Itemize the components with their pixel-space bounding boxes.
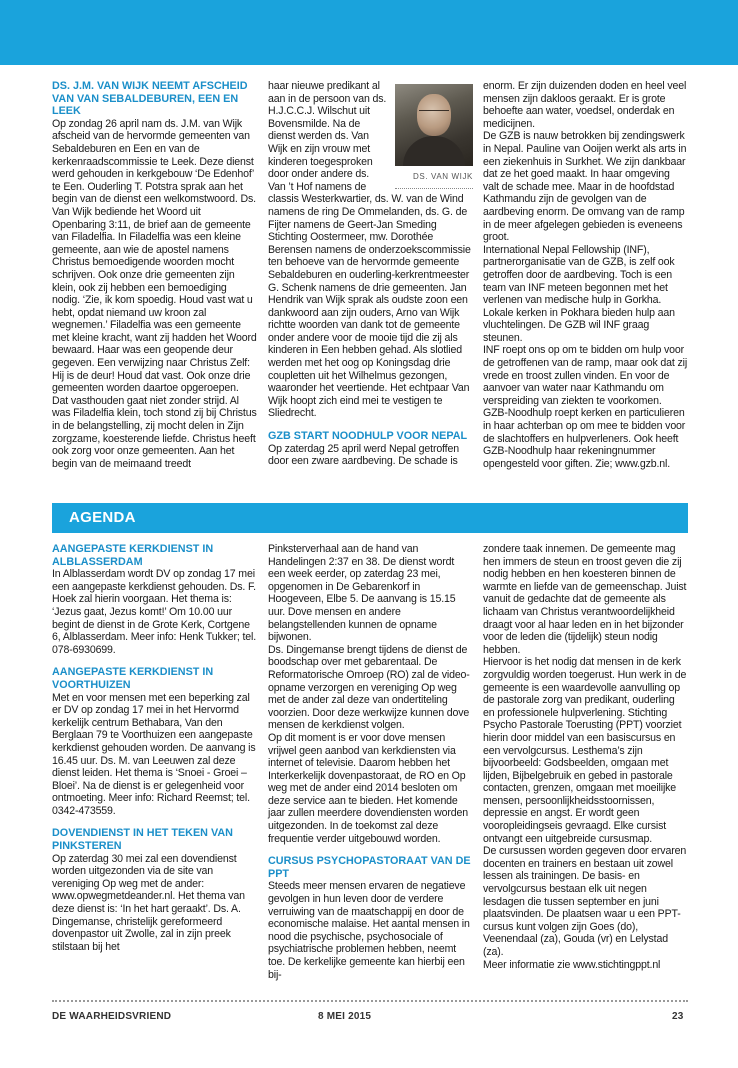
header-bar: [0, 0, 738, 65]
spacer: [52, 656, 257, 666]
agenda-item-text: Meer informatie zie www.stichtingppt.nl: [483, 958, 661, 971]
article-text: INF roept ons op om te bidden om hulp voor de getroffenen van de ramp, maar ook dat zij vrede en troost zullen vinden. En voor de aanvoer van water naar Kathmandu om verspreiding van ziekten te voorkomen. GZB-Noodhulp roept kerken en particulieren in haar achterban op om mee te bidden voor de slachtoffers en hulpverleners. Ook heeft GZB-Noodhulp haar rekeningnummer opengesteld voor giften. Zie; www.gzb.nl.: [483, 344, 688, 470]
agenda-column-2: [268, 543, 473, 981]
column-2: [268, 80, 473, 468]
spacer: [268, 420, 473, 430]
article-text: De GZB is nauw betrokken bij zendingswerk in Nepal. Pauline van Ooijen werkt als arts in een ziekenhuis in Surkhet. We zijn dankbaar dat ze het goed maakt. In haar omgeving valt de schade mee. Maar in de hoofdstad Kathmandu zijn de gevolgen van de aardbeving enorm. De omvang van de ramp in de meer afgelegen gebieden is eveneens groot.: [483, 130, 687, 244]
agenda-item-text: Pinksterverhaal aan de hand van Handelingen 2:37 en 38. De dienst wordt een week eerder, op zaterdag 23 mei, opgenomen in De Gebarenkorf in Hoogeveen, Elbe 5. De aanvang is 15.15 uur. Dove mensen en andere belangstellenden kunnen de opname bijwonen.: [268, 543, 456, 644]
agenda-item-text: In Alblasserdam wordt DV op zondag 17 mei een aangepaste kerkdienst gehouden. Ds. F. Hoek zal hierin voorgaan. Het thema is: ‘Jezus gaat, Jezus komt!’ Om 10.00 uur begint de dienst in de Grote Kerk, Cortgene 6, Alblasserdam. Meer info: Henk Tukker; tel. 078-6930699.: [52, 568, 257, 656]
article-title-van-wijk: DS. J.M. VAN WIJK NEEMT AFSCHEID VAN VAN SEBALDEBUREN, EEN EN LEEK: [52, 80, 248, 118]
spacer: [268, 845, 473, 855]
agenda-banner: [52, 503, 688, 533]
article-title-nepal: GZB START NOODHULP VOOR NEPAL: [268, 430, 468, 443]
agenda-item-text: Hiervoor is het nodig dat mensen in de kerk zorgvuldig worden toegerust. Hun werk in de gemeente is een waardevolle aanvulling op de pastorale zorg van predikant, ouderling en professionele hulpverlening. Stichting Psycho Pastorale Toerusting (PPT) voorziet hierin door middel van een basiscursus en een vervolgcursus. Lesthema’s zijn bijvoorbeeld: Godsbeelden, omgaan met lijden, Bijbelgebruik en gebed in pastorale contacten, grenzen, omgaan met moeilijke mensen, persoonlijkheidsstoornissen, depressie en angst. Er wordt geen vooropleidingseis gevraagd. Elke cursist ontvangt een uitgebreide cursusmap.: [483, 656, 687, 845]
spacer: [52, 817, 257, 827]
agenda-item-text: De cursussen worden gegeven door ervaren docenten en trainers en bestaan uit zowel lessen als trainingen. De basis- en vervolgcursus bestaan elk uit negen lesdagen die tussen september en juni plaatsvinden. De plaatsen waar u een PPT-cursus kunt volgen zijn Goes (do), Veenendaal (za), Gouda (vr) en Lelystad (za).: [483, 845, 687, 958]
agenda-item-title: AANGEPASTE KERKDIENST IN VOORTHUIZEN: [52, 666, 214, 691]
agenda-heading: AGENDA: [69, 509, 136, 526]
article-text: Op zondag 26 april nam ds. J.M. van Wijk afscheid van de hervormde gemeenten van Sebaldeburen en Een en van de kerkenraadscommissie te Leek. Deze dienst werd gehouden in kerkgebouw ‘De Edenhof’ te Een. Ouderling T. Potstra sprak aan het begin van de dienst een welkomstwoord. Ds. Van Wijk bediende het Woord uit Openbaring 3:11, de brief aan de gemeente van Filadelfia. In Filadelfia was een kleine gemeente, aan wie de apostel namens Christus bemoedigende woorden mocht schrijven. Ook onze drie gemeenten zijn klein, ook zij hebben een bemoediging nodig. ‘Zie, ik kom spoedig. Houd vast wat u hebt, opdat niemand uw kroon zal wegnemen.’ Filadelfia was een gemeente met kleine kracht, want zij hadden het Woord bewaard. Haar was een geopende deur gegeven. Een verwijzing naar Christus Zelf: Hij is de deur! Houd dat vast. Ook onze drie gemeenten worden daartoe opgeroepen. Dat vasthouden gaat niet zonder strijd. Al was Filadelfia klein, toch stond zij bij Christus in de belangstelling, zij mocht delen in Zijn zorgzame, koesterende liefde. Christus heeft ook zorg voor onze gemeenten. Aan het begin van de meimaand treedt: [52, 117, 257, 470]
photo-glasses-shape: [419, 110, 449, 117]
article-text: enorm. Er zijn duizenden doden en heel veel mensen zijn dakloos geraakt. Er is grote behoefte aan water, voedsel, onderdak en medicijnen.: [483, 80, 687, 130]
portrait-photo: [395, 84, 473, 166]
column-1: [52, 80, 257, 470]
article-text: International Nepal Fellowship (INF), partnerorganisatie van de GZB, is zelf ook getroffen door de aardbeving. Toch is een team van INF meteen begonnen met het verlenen van medische hulp in Gorkha. Lokale kerken in Pokhara bieden hulp aan vluchtelingen. De GZB wil INF graag steunen.: [483, 243, 675, 344]
agenda-item-title: CURSUS PSYCHOPASTORAAT VAN DE PPT: [268, 855, 471, 880]
article-text: Op zaterdag 25 april werd Nepal getroffen door een zware aardbeving. De schade is: [268, 442, 459, 468]
agenda-column-3: [483, 543, 688, 971]
article-text: haar nieuwe predikant al aan in de persoon van ds. H.J.C.C.J. Wilschut uit Bovensmilde. Na de dienst werden ds. Van Wijk en zijn vrouw met kinderen toegesproken door onder andere ds. Van ’t Hof namens de classis Westerkwartier, ds. W. van de Wind namens de ring De Ommelanden, ds. G. de Fijter namens de Geert-Jan Smeding Stichting Oostermeer, mw. Dorothée Berensen namens de onderzoekscommissie ten behoeve van de hervormde gemeente Sebaldeburen en ouderling-kerkrentmeester G. Schenk namens de drie gemeenten. Jan Hendrik van Wijk sprak als oudste zoon een dankwoord aan zijn ouders, Arno van Wijk richtte woorden van dank tot de gemeente onder andere voor de mooie tijd die zij als kinderen in Een hebben gehad. Als slotlied werden met het oog op Koningsdag drie coupletten uit het Wilhelmus gezongen, waaronder het veertiende. Het echtpaar Van Wijk hoopt zich eind mei te vestigen te Sliedrecht.: [268, 80, 471, 420]
column-3: [483, 80, 688, 470]
photo-body-shape: [403, 136, 465, 166]
agenda-item-text: zondere taak innemen. De gemeente mag hen immers de steun en troost geven die zij nodig hebben en hen koesteren binnen de warmte en liefde van de gemeenschap. Juist vanuit de gedachte dat de gemeente als lichaam van Christus verantwoordelijkheid draagt voor al haar leden en in het bijzonder voor de leden die (tijdelijk) steun nodig hebben.: [483, 543, 687, 656]
photo-figure: [395, 84, 473, 189]
footer-divider: [52, 1000, 688, 1002]
agenda-item-text: Steeds meer mensen ervaren de negatieve gevolgen in hun leven door de verdere verruiwing van de maatschappij en door de economische malaise. Het aantal mensen in nood die psychische, psychosociale of psychiatrische problemen hebben, neemt toe. De kerkelijke gemeente kan hierbij een bij-: [268, 880, 470, 981]
agenda-item-title: DOVENDIENST IN HET TEKEN VAN PINKSTEREN: [52, 827, 233, 853]
agenda-item-title: AANGEPASTE KERKDIENST IN ALBLASSERDAM: [52, 543, 214, 568]
page-number: 23: [672, 1011, 684, 1022]
agenda-item-text: Op zaterdag 30 mei zal een dovendienst worden uitgezonden via de site van vereniging Op weg met de ander: www.opwegmetdeander.nl. Het thema van deze dienst is: ‘In het hart geraakt’. Ds. A. Dingemanse, christelijk gereformeerd dovenpastor uit Zwolle, zal in zijn preek stilstaan bij het: [52, 852, 245, 953]
footer-publication: DE WAARHEIDSVRIEND: [52, 1011, 172, 1022]
agenda-item-text: Ds. Dingemanse brengt tijdens de dienst de boodschap over met gebarentaal. De Reformatorische Omroep (RO) zal de video-opname verzorgen en vereniging Op weg met de ander zal deze van ondertiteling voorzien. Door deze werkwijze kunnen dove mensen de kerkdienst volgen.: [268, 643, 470, 732]
agenda-item-text: Op dit moment is er voor dove mensen vrijwel geen aanbod van kerkdiensten via internet of televisie. Daarom hebben het Interkerkelijk dovenpastoraat, de RO en Op weg met de ander eind 2014 besloten om deze service aan te bieden. Het komende jaar zullen meerdere dovendiensten worden uitgezonden. In de toekomst zal deze frequentie verder uitgebouwd worden.: [268, 731, 468, 845]
photo-caption: DS. VAN WIJK: [395, 171, 473, 189]
footer-date: 8 MEI 2015: [318, 1011, 372, 1022]
agenda-item-text: Met en voor mensen met een beperking zal er DV op zondag 17 mei in het Hervormd kerkelijk centrum Bethabara, Van den Berglaan 79 te Voorthuizen een aangepaste kerkdienst gehouden worden. De aanvang is 16.45 uur. Ds. M. van Leeuwen zal deze dienst leiden. Het thema is ‘Snoei - Groei – Bloei’. Na de dienst is er gelegenheid voor ontmoeting. Meer info: Richard Reemst; tel. 0342-473559.: [52, 691, 256, 817]
agenda-column-1: [52, 543, 257, 953]
